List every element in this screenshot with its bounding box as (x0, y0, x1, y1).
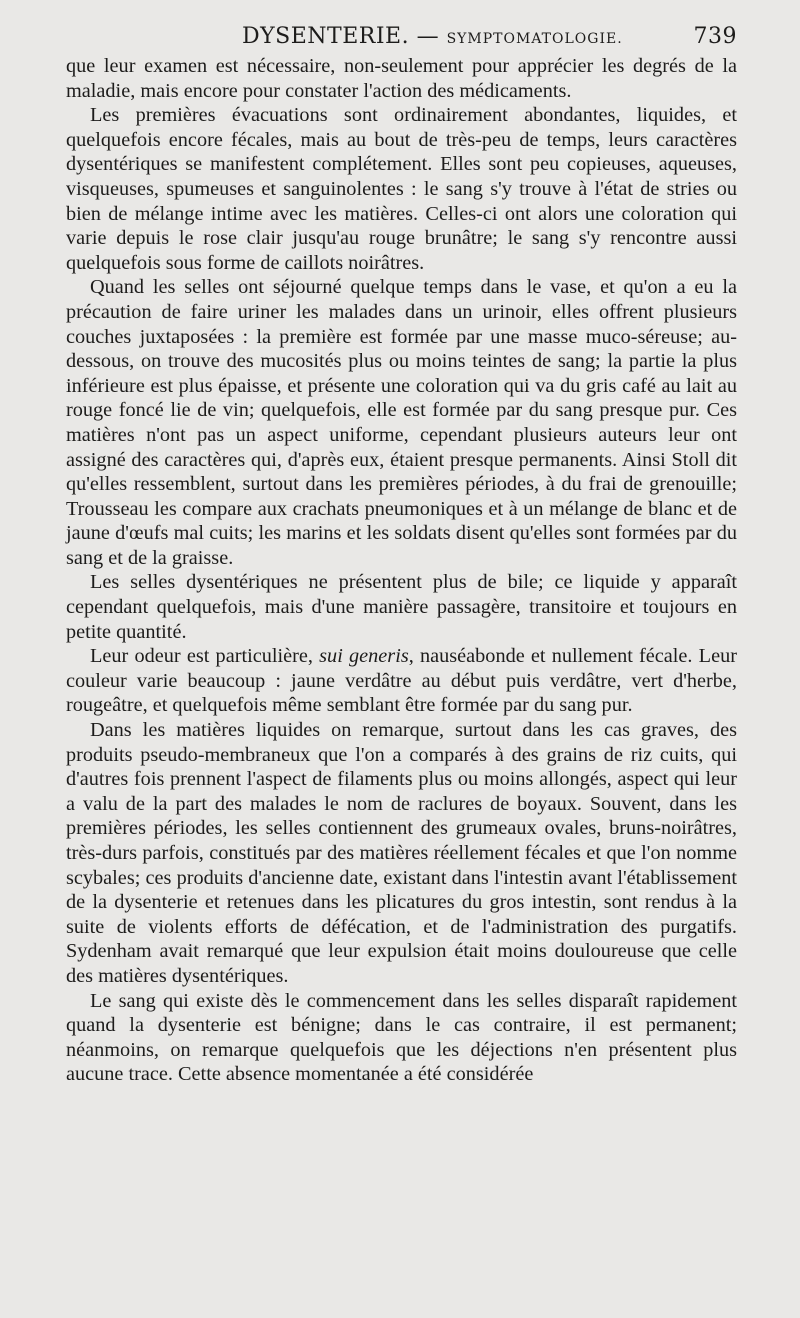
paragraph-7: Le sang qui existe dès le commencement dans les selles disparaît rapidement quand la dysenterie est bénigne; dans le cas contraire, il est permanent; néanmoins, on remarque quelquefois que les déjections n'en présentent plus aucune trace. Cette absence momentanée a été considérée (66, 989, 737, 1086)
paragraph-5-end: , nauséabonde et nullement fécale. Leur couleur varie beaucoup : jaune verdâtre au début puis verdâtre, vert d'herbe, rougeâtre, et quelquefois même semblant être formée par du sang pur. (66, 645, 737, 717)
paragraph-5-start: Leur odeur est particulière, (90, 645, 320, 668)
body-text (66, 54, 737, 1087)
paragraph-1: que leur examen est nécessaire, non-seulement pour apprécier les degrés de la maladie, mais encore pour constater l'action des médicaments. (66, 55, 737, 102)
running-head (66, 22, 737, 54)
running-title (242, 24, 623, 49)
paragraph-2: Les premières évacuations sont ordinairement abondantes, liquides, et quelquefois encore fécales, mais au bout de très-peu de temps, leurs caractères dysentériques se manifestent complétement. Elles sont peu copieuses, aqueuses, visqueuses, spumeuses et sanguinolentes : le sang s'y trouve à l'état de stries ou bien de mélange intime avec les matières. Celles-ci ont alors une coloration qui varie depuis le rose clair jusqu'au rouge brunâtre; le sang s'y rencontre aussi quelquefois sous forme de caillots noirâtres. (66, 104, 737, 274)
running-title-sub: SYMPTOMATOLOGIE. (446, 31, 623, 47)
running-title-separator: — (409, 24, 447, 49)
page-number: 739 (693, 24, 737, 49)
running-title-main: DYSENTERIE. (242, 24, 410, 49)
paragraph-6: Dans les matières liquides on remarque, surtout dans les cas graves, des produits pseudo-membraneux que l'on a comparés à des grains de riz cuits, qui d'autres fois prennent l'aspect de filaments plus ou moins allongés, aspect qui leur a valu de la part des malades le nom de raclures de boyaux. Souvent, dans les premières périodes, les selles contiennent des grumeaux ovales, bruns-noirâtres, très-durs parfois, constitués par des matières réellement fécales et que l'on nomme scybales; ces produits d'ancienne date, existant dans l'intestin avant l'établissement de la dysenterie et retenues dans les plicatures du gros intestin, sont rendus à la suite de violents efforts de défécation, et de l'administration des purgatifs. Sydenham avait remarqué que leur expulsion était moins douloureuse que celle des matières dysentériques. (66, 719, 737, 987)
paragraph-5 (66, 644, 737, 718)
paragraph-4: Les selles dysentériques ne présentent plus de bile; ce liquide y apparaît cependant quelquefois, mais d'une manière passagère, transitoire et toujours en petite quantité. (66, 571, 737, 643)
latin-phrase: sui generis (319, 645, 409, 668)
paragraph-3: Quand les selles ont séjourné quelque temps dans le vase, et qu'on a eu la précaution de faire uriner les malades dans un urinoir, elles offrent plusieurs couches juxtaposées : la première est formée par une masse muco-séreuse; au-dessous, on trouve des mucosités plus ou moins teintes de sang; la partie la plus inférieure est plus épaisse, et présente une coloration qui va du gris café au lait au rouge foncé lie de vin; quelquefois, elle est formée par du sang presque pur. Ces matières n'ont pas un aspect uniforme, cependant plusieurs auteurs leur ont assigné des caractères qui, d'après eux, étaient presque permanents. Ainsi Stoll dit qu'elles ressemblent, surtout dans les premières périodes, à du frai de grenouille; Trousseau les compare aux crachats pneumoniques et à un mélange de blanc et de jaune d'œufs mal cuits; les marins et les soldats disent qu'elles sont formées par du sang et de la graisse. (66, 276, 737, 569)
